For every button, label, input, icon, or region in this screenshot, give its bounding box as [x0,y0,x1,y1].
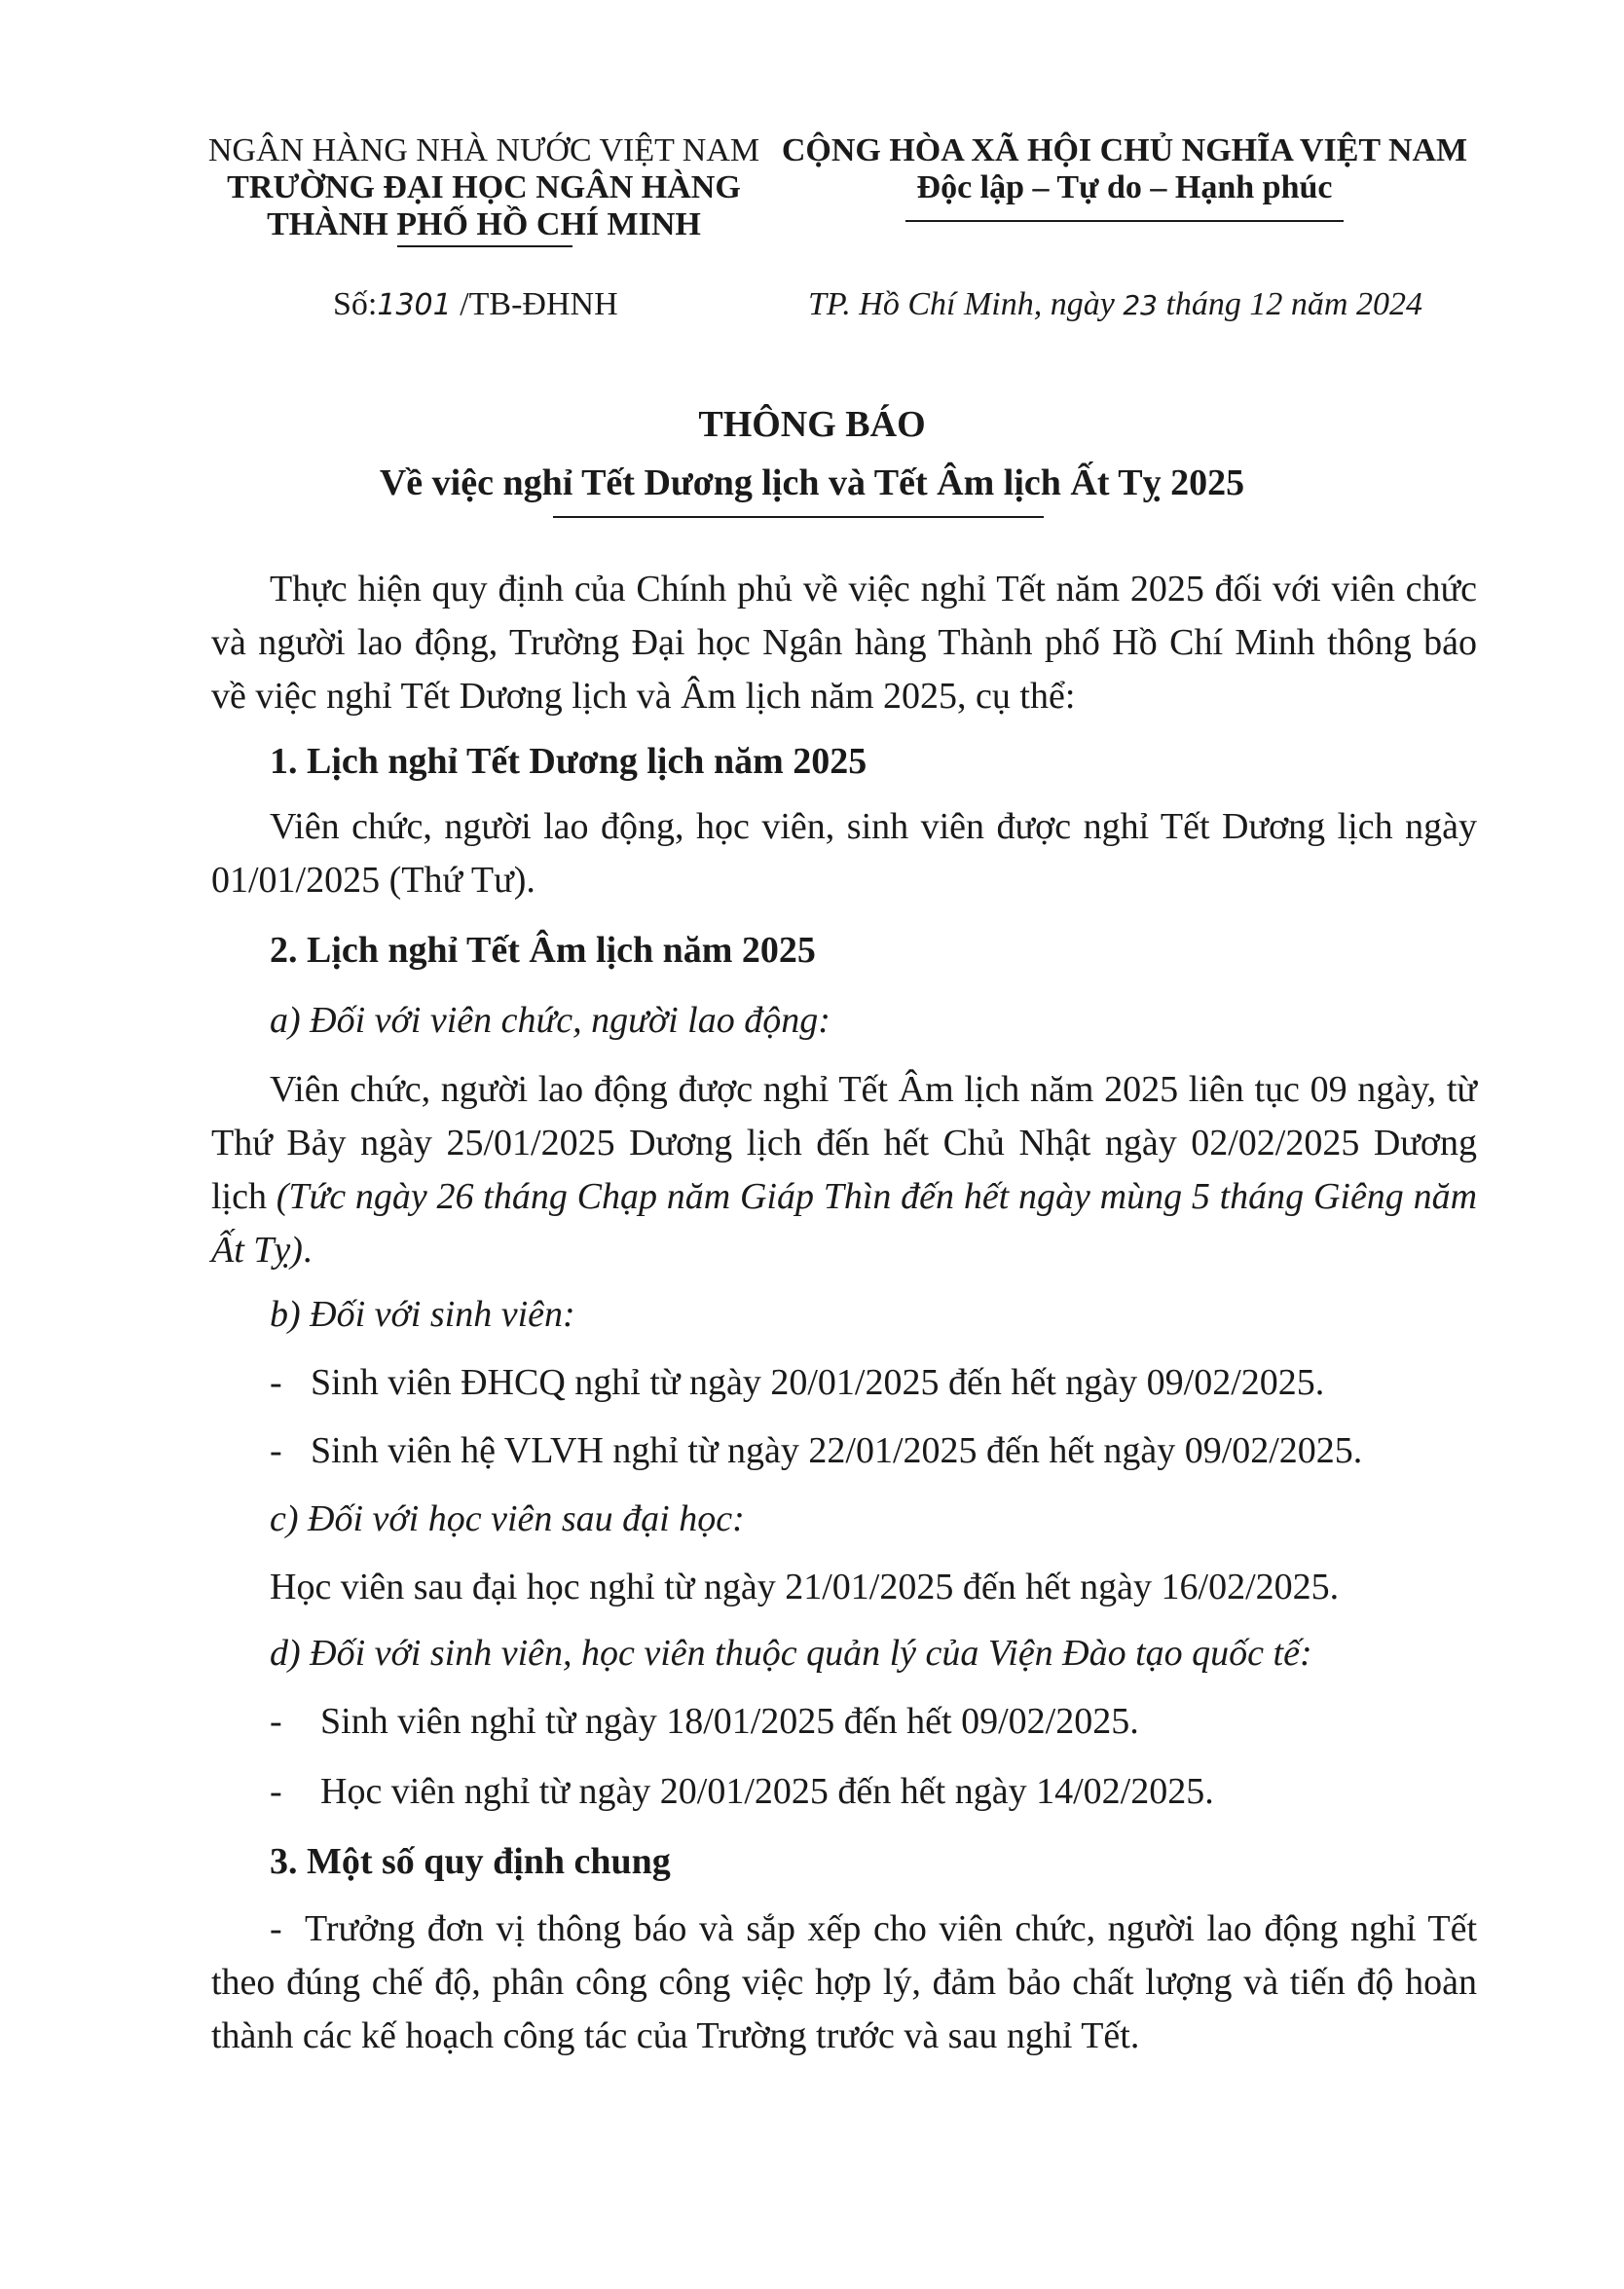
notice-title: THÔNG BÁO [698,404,926,445]
section-1-heading: 1. Lịch nghỉ Tết Dương lịch năm 2025 [270,741,867,782]
section-2c-paragraph: Học viên sau đại học nghỉ từ ngày 21/01/2025 đến hết ngày 16/02/2025. [270,1567,1340,1607]
org-underline [397,245,572,247]
date-suffix: tháng 12 năm 2024 [1165,286,1422,322]
number-suffix: /TB-ĐHNH [460,286,618,322]
date-prefix: TP. Hồ Chí Minh, ngày [808,286,1115,322]
list-item: - Sinh viên ĐHCQ nghỉ từ ngày 20/01/2025 đến hết ngày 09/02/2025. [270,1362,1325,1403]
notice-subtitle: Về việc nghỉ Tết Dương lịch và Tết Âm lịch Ất Tỵ 2025 [379,462,1245,503]
number-handwritten: 1301 [377,288,452,322]
title-underline [553,516,1044,518]
section-2a-paragraph: Viên chức, người lao động được nghỉ Tết Âm lịch năm 2025 liên tục 09 ngày, từ Thứ Bảy ngày 25/01/2025 Dương lịch đến hết Chủ Nhật ngày 02/02/2025 Dương lịch (Tức ngày 26 tháng Chạp năm Giáp Thìn đến hết ngày mùng 5 tháng Giêng năm Ất Tỵ). [211,1069,1478,1271]
section-3-paragraph: - Trưởng đơn vị thông báo và sắp xếp cho viên chức, người lao động nghỉ Tết theo đúng chế độ, phân công công việc hợp lý, đảm bảo chất lượng và tiến độ hoàn thành các kế hoạch công tác của Trường trước và sau nghỉ Tết. [211,1908,1477,2056]
date-day-handwritten: 23 [1123,289,1158,321]
number-prefix: Số: [333,286,378,322]
org-line-1: NGÂN HÀNG NHÀ NƯỚC VIỆT NAM [207,132,760,168]
section-2a-heading: a) Đối với viên chức, người lao động: [270,1000,830,1041]
section-2-heading: 2. Lịch nghỉ Tết Âm lịch năm 2025 [270,930,816,971]
section-3-heading: 3. Một số quy định chung [270,1841,671,1882]
intro-paragraph: Thực hiện quy định của Chính phủ về việc nghỉ Tết năm 2025 đối với viên chức và người lao động, Trường Đại học Ngân hàng Thành phố Hồ Chí Minh thông báo về việc nghỉ Tết Dương lịch và Âm lịch năm 2025, cụ thể: [211,569,1477,717]
nation-line-1: CỘNG HÒA XÃ HỘI CHỦ NGHĨA VIỆT NAM [781,132,1468,168]
list-item: - Sinh viên hệ VLVH nghỉ từ ngày 22/01/2025 đến hết ngày 09/02/2025. [270,1430,1363,1471]
list-item: - Sinh viên nghỉ từ ngày 18/01/2025 đến hết 09/02/2025. [270,1701,1139,1742]
nation-underline [905,220,1344,222]
list-item: - Học viên nghỉ từ ngày 20/01/2025 đến hết ngày 14/02/2025. [270,1771,1214,1812]
section-1-paragraph: Viên chức, người lao động, học viên, sinh viên được nghỉ Tết Dương lịch ngày 01/01/2025 (Thứ Tư). [211,806,1477,901]
section-2b-heading: b) Đối với sinh viên: [270,1294,575,1335]
nation-line-2: Độc lập – Tự do – Hạnh phúc [916,169,1333,205]
section-2c-heading: c) Đối với học viên sau đại học: [270,1498,745,1539]
document-number [333,286,618,324]
org-line-2: TRƯỜNG ĐẠI HỌC NGÂN HÀNG [227,169,741,205]
section-2d-heading: d) Đối với sinh viên, học viên thuộc quản lý của Viện Đào tạo quốc tế: [270,1633,1312,1674]
document-date [808,286,1422,324]
org-line-3: THÀNH PHỐ HỒ CHÍ MINH [267,206,701,242]
